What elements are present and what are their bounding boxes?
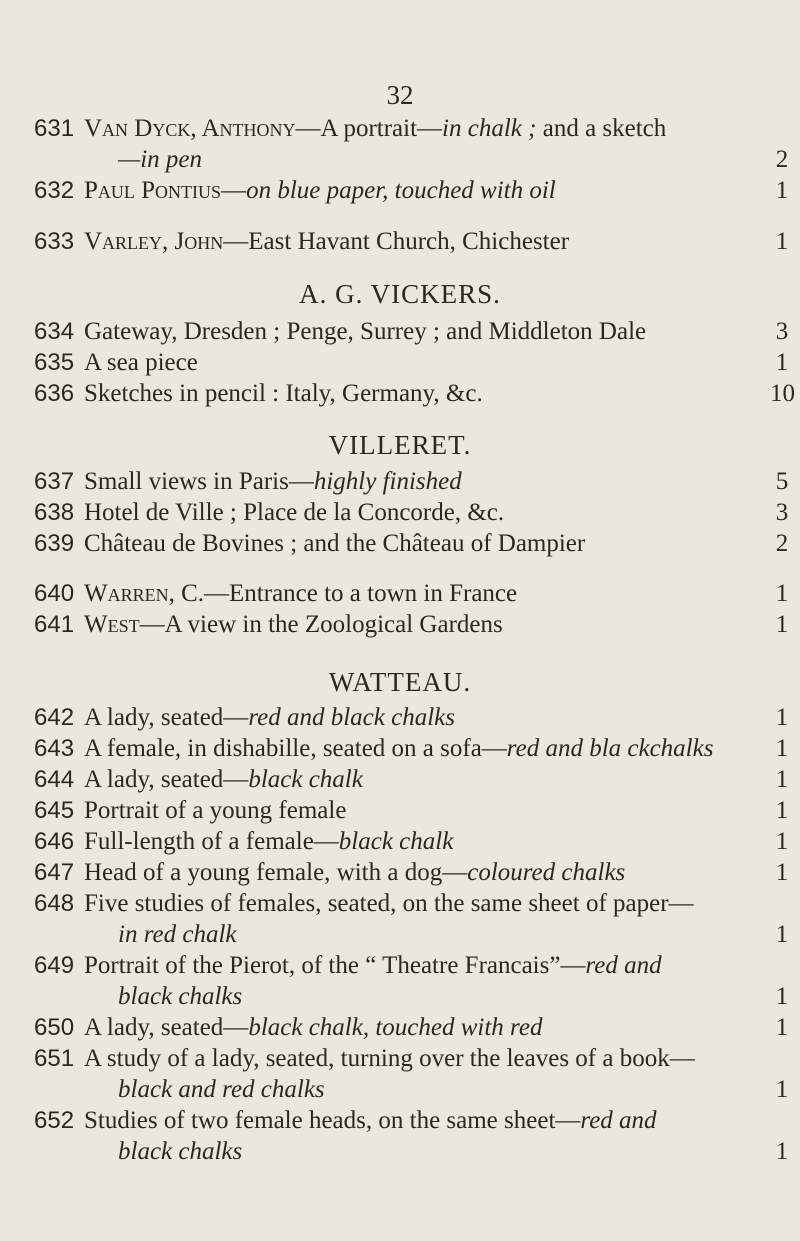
- separator-dash: —: [223, 228, 249, 255]
- medium-note: black chalks: [118, 983, 243, 1010]
- item-count: 1: [775, 921, 789, 948]
- lot-number: 652: [34, 1107, 75, 1134]
- description-text: A view in the Zoological Gardens: [164, 611, 503, 638]
- medium-note: red and: [580, 1107, 657, 1134]
- lot-number: 644: [34, 766, 75, 793]
- artist-heading: WATTEAU.: [328, 667, 472, 697]
- lot-number: 639: [34, 530, 75, 557]
- separator-dash: —: [221, 177, 247, 204]
- description-text: A lady, seated—: [84, 766, 249, 793]
- lot-description: [84, 950, 760, 981]
- lot-number: 638: [34, 499, 75, 526]
- artist-name: Van Dyck, Anthony: [84, 115, 296, 142]
- lot-number: 632: [34, 177, 75, 204]
- lot-description: [118, 144, 758, 175]
- description-text: Five studies of females, seated, on the same sheet of paper—: [84, 890, 694, 917]
- medium-note: black chalks: [118, 1138, 243, 1165]
- item-count: 1: [775, 704, 789, 731]
- lot-number: 637: [34, 468, 75, 495]
- lot-description: [84, 733, 760, 764]
- medium-note: black chalk, touched with red: [248, 1014, 543, 1041]
- description-text: Portrait of the Pierot, of the “ Theatre Francais”—: [84, 952, 586, 979]
- description-text: Sketches in pencil : Italy, Germany, &c.: [84, 380, 483, 407]
- lot-description: [84, 1043, 760, 1074]
- lot-number: 645: [34, 797, 75, 824]
- item-count: 10: [770, 380, 795, 407]
- item-count: 1: [775, 611, 789, 638]
- artist-name: Warren, C.: [84, 580, 205, 607]
- lot-number: 649: [34, 952, 75, 979]
- medium-note: on blue paper, touched with oil: [246, 177, 556, 204]
- lot-number: 635: [34, 349, 75, 376]
- lot-description: [84, 226, 760, 257]
- lot-description: [118, 1074, 758, 1105]
- lot-description: [84, 826, 760, 857]
- item-count: 1: [775, 1138, 789, 1165]
- lot-description: [84, 528, 760, 559]
- lot-number: 646: [34, 828, 75, 855]
- lot-number: 641: [34, 611, 75, 638]
- description-text: Small views in Paris—: [84, 468, 314, 495]
- page-number: 32: [386, 80, 414, 110]
- item-count: 2: [775, 530, 789, 557]
- item-count: 1: [775, 766, 789, 793]
- lot-description: [84, 764, 760, 795]
- lot-number: 642: [34, 704, 75, 731]
- description-text: A lady, seated—: [84, 1014, 249, 1041]
- item-count: 3: [775, 318, 789, 345]
- lot-number: 647: [34, 859, 75, 886]
- description-text: Full-length of a female—: [84, 828, 339, 855]
- lot-number: 651: [34, 1045, 75, 1072]
- separator-dash: —: [204, 580, 230, 607]
- lot-description: [84, 497, 760, 528]
- item-count: 1: [775, 177, 789, 204]
- medium-note: in red chalk: [118, 921, 237, 948]
- description-text: A portrait—: [320, 115, 443, 142]
- medium-note: red and black chalks: [248, 704, 455, 731]
- artist-name: Paul Pontius: [84, 177, 222, 204]
- description-text: Château de Bovines ; and the Château of Dampier: [84, 530, 586, 557]
- medium-note: black and red chalks: [118, 1076, 325, 1103]
- artist-name: Varley, John: [84, 228, 224, 255]
- lot-description: [84, 857, 760, 888]
- medium-note: red and: [585, 952, 662, 979]
- lot-description: [84, 888, 760, 919]
- medium-note: black chalk: [338, 828, 454, 855]
- item-count: 1: [775, 735, 789, 762]
- description-text: A study of a lady, seated, turning over the leaves of a book—: [84, 1045, 695, 1072]
- lot-description: [84, 466, 760, 497]
- item-count: 3: [775, 499, 789, 526]
- lot-description: [118, 1136, 758, 1167]
- item-count: 1: [775, 228, 789, 255]
- item-count: 1: [775, 1076, 789, 1103]
- lot-number: 634: [34, 318, 75, 345]
- lot-description: [84, 795, 760, 826]
- description-text: Portrait of a young female: [84, 797, 347, 824]
- description-text: Head of a young female, with a dog—: [84, 859, 468, 886]
- lot-number: 643: [34, 735, 75, 762]
- item-count: 1: [775, 983, 789, 1010]
- lot-number: 640: [34, 580, 75, 607]
- description-text: Entrance to a town in France: [229, 580, 518, 607]
- item-count: 1: [775, 797, 789, 824]
- lot-description: [84, 702, 760, 733]
- lot-number: 650: [34, 1014, 75, 1041]
- item-count: 1: [775, 1014, 789, 1041]
- lot-description: [118, 919, 758, 950]
- lot-description: [84, 1105, 760, 1136]
- item-count: 1: [775, 828, 789, 855]
- lot-description: [84, 175, 760, 206]
- medium-note: —in pen: [118, 146, 203, 173]
- description-text: East Havant Church, Chichester: [248, 228, 570, 255]
- description-text: A lady, seated—: [84, 704, 249, 731]
- lot-number: 631: [34, 115, 75, 142]
- lot-description: [84, 347, 760, 378]
- lot-description: [84, 378, 760, 409]
- item-count: 1: [775, 349, 789, 376]
- medium-note: red and bla ckchalks: [506, 735, 714, 762]
- medium-note: in chalk ;: [442, 115, 537, 142]
- lot-description: [84, 316, 760, 347]
- medium-note: coloured chalks: [467, 859, 626, 886]
- item-count: 2: [775, 146, 789, 173]
- item-count: 1: [775, 580, 789, 607]
- lot-number: 636: [34, 380, 75, 407]
- item-count: 5: [775, 468, 789, 495]
- description-text: and a sketch: [536, 115, 667, 142]
- separator-dash: —: [139, 611, 165, 638]
- lot-description: [84, 113, 760, 144]
- lot-description: [118, 981, 758, 1012]
- artist-name: West: [84, 611, 140, 638]
- lot-description: [84, 1012, 760, 1043]
- lot-number: 633: [34, 228, 75, 255]
- description-text: Studies of two female heads, on the same sheet—: [84, 1107, 581, 1134]
- lot-number: 648: [34, 890, 75, 917]
- description-text: A female, in dishabille, seated on a sofa—: [84, 735, 507, 762]
- artist-heading: A. G. VICKERS.: [299, 279, 501, 309]
- description-text: Hotel de Ville ; Place de la Concorde, &c.: [84, 499, 505, 526]
- lot-description: [84, 609, 760, 640]
- item-count: 1: [775, 859, 789, 886]
- description-text: A sea piece: [84, 349, 198, 376]
- artist-heading: VILLERET.: [328, 430, 472, 460]
- medium-note: black chalk: [248, 766, 363, 793]
- separator-dash: —: [295, 115, 321, 142]
- medium-note: highly finished: [313, 468, 462, 495]
- lot-description: [84, 578, 760, 609]
- description-text: Gateway, Dresden ; Penge, Surrey ; and Middleton Dale: [84, 318, 647, 345]
